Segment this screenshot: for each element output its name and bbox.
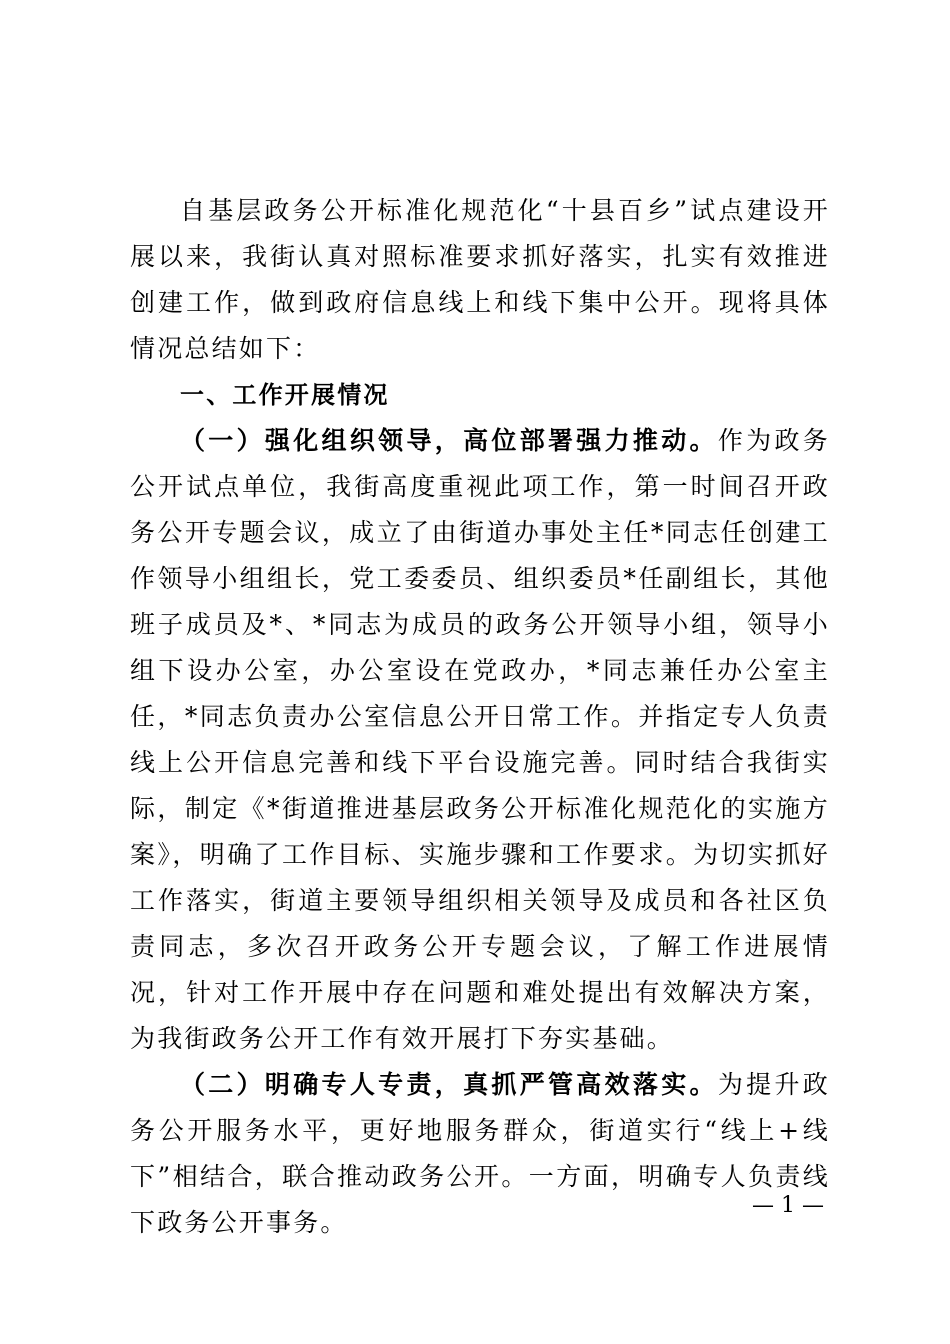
paragraph-1 [130,418,830,1062]
paragraph-1-text: 作为政务公开试点单位，我街高度重视此项工作，第一时间召开政务公开专题会议，成立了由街道办事处主任*同志任创建工作领导小组组长，党工委委员、组织委员*任副组长，其他班子成员及*、*同志为成员的政务公开领导小组，领导小组下设办公室，办公室设在党政办，*同志兼任办公室主任，*同志负责办公室信息公开日常工作。并指定专人负责线上公开信息完善和线下平台设施完善。同时结合我街实际，制定《*街道推进基层政务公开标准化规范化的实施方案》，明确了工作目标、实施步骤和工作要求。为切实抓好工作落实，街道主要领导组织相关领导及成员和各社区负责同志，多次召开政务公开专题会议，了解工作进展情况，针对工作开展中存在问题和难处提出有效解决方案，为我街政务公开工作有效开展打下夯实基础。 [130,426,830,1053]
intro-paragraph: 自基层政务公开标准化规范化“十县百乡”试点建设开展以来，我街认真对照标准要求抓好落实，扎实有效推进创建工作，做到政府信息线上和线下集中公开。现将具体情况总结如下： [130,196,830,363]
paragraph-2-title: （二）明确专人专责，真抓严管高效落实。 [180,1070,718,1099]
page-number: — 1 — [752,1193,824,1218]
document-body [130,188,830,1246]
paragraph-2-text: 为提升政务公开服务水平，更好地服务群众，街道实行“线上+线下”相结合，联合推动政务公开。一方面，明确专人负责线下政务公开事务。 [130,1070,830,1237]
paragraph-1-title: （一）强化组织领导，高位部署强力推动。 [180,426,718,455]
section-heading: 一、工作开展情况 [180,381,390,409]
paragraph-2 [130,1062,830,1246]
